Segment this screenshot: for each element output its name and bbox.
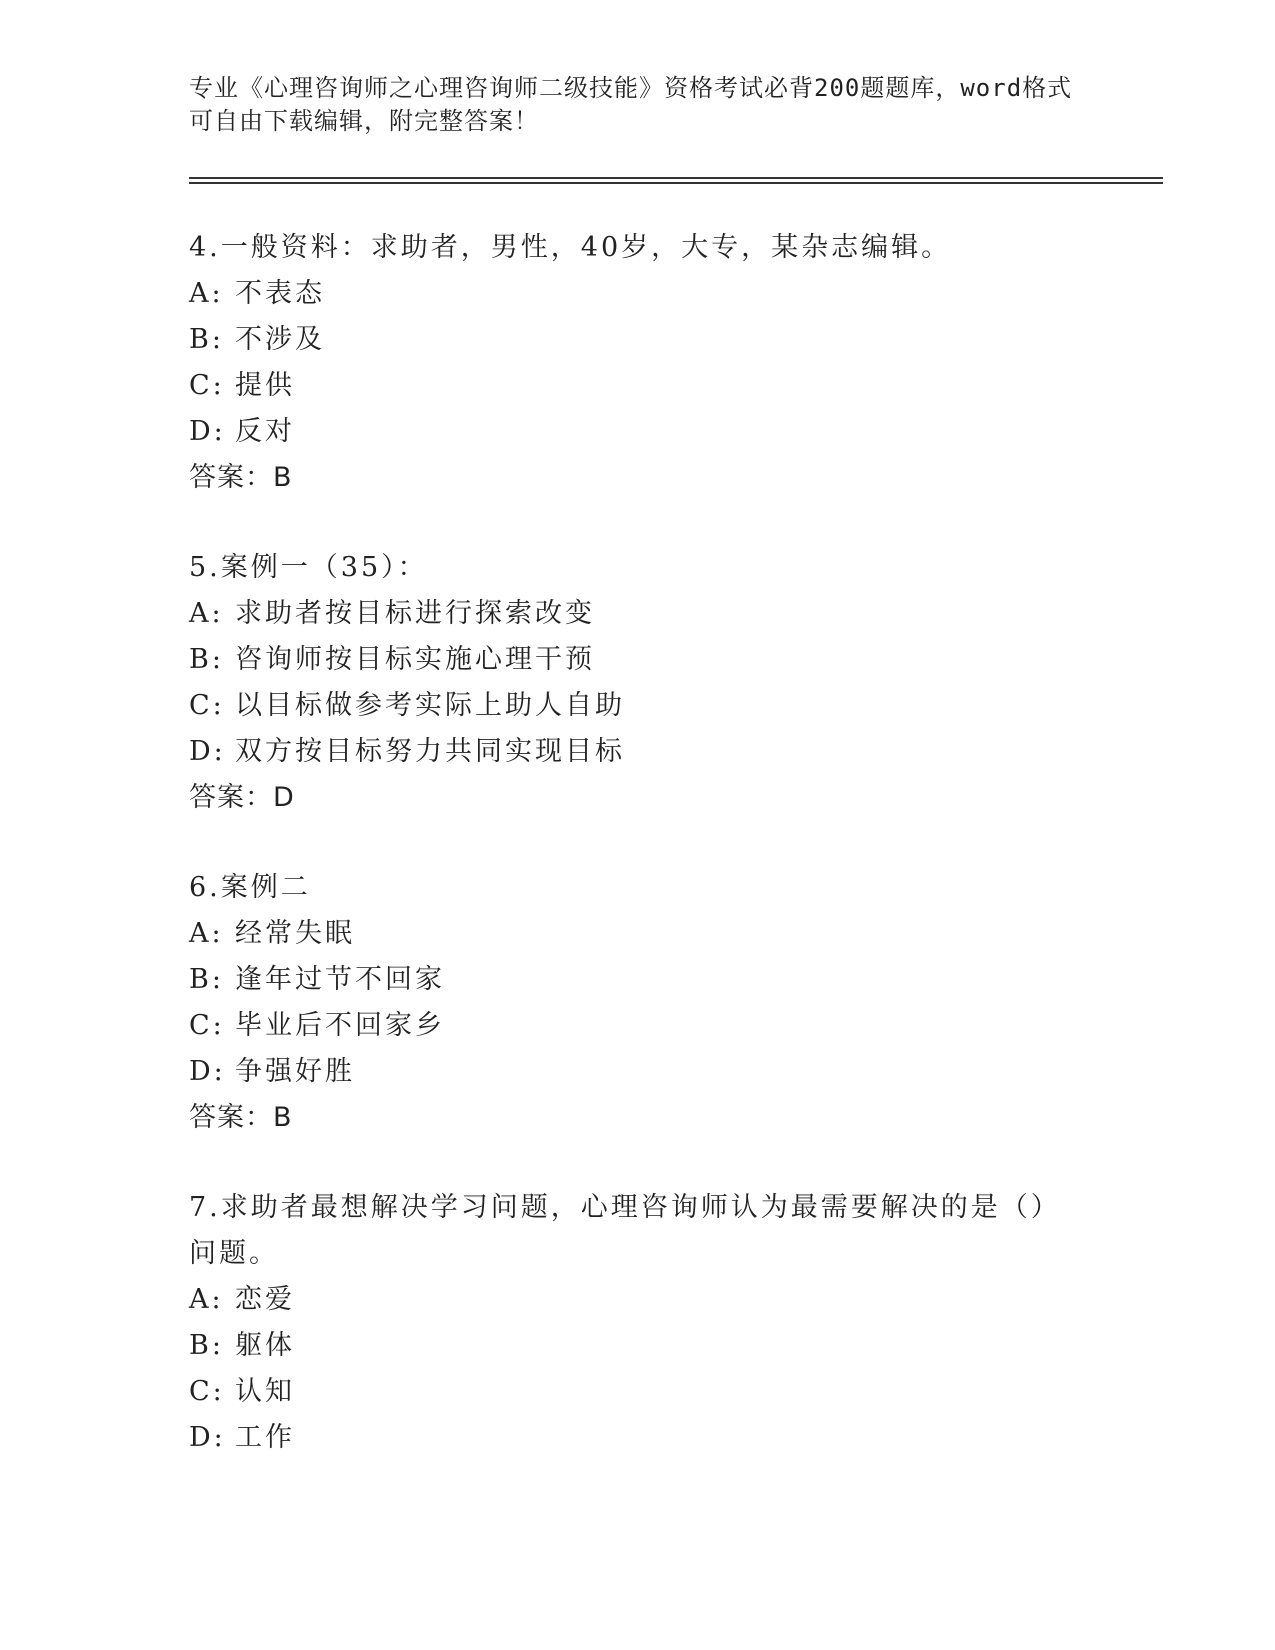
document-header xyxy=(189,72,1089,138)
question-6 xyxy=(189,865,1089,1141)
question-stem: 7.求助者最想解决学习问题，心理咨询师认为最需要解决的是（）问题。 xyxy=(189,1192,1061,1269)
option-b xyxy=(189,957,1089,1003)
header-line-2: 可自由下载编辑，附完整答案！ xyxy=(189,107,539,135)
option-letter: A: xyxy=(189,918,224,949)
option-letter: D: xyxy=(189,736,226,767)
option-text: 躯体 xyxy=(235,1330,295,1361)
option-text: 双方按目标努力共同实现目标 xyxy=(235,736,625,767)
option-text: 认知 xyxy=(235,1376,295,1407)
question-list xyxy=(189,225,1089,1505)
option-d xyxy=(189,729,1089,775)
question-7 xyxy=(189,1185,1089,1461)
question-stem: 6.案例二 xyxy=(189,872,311,903)
option-letter: C: xyxy=(189,370,225,401)
option-letter: D: xyxy=(189,1422,226,1453)
answer-label: 答案：B xyxy=(189,462,293,493)
option-text: 反对 xyxy=(235,416,295,447)
answer-label: 答案：B xyxy=(189,1102,293,1133)
option-b xyxy=(189,637,1089,683)
header-divider-top xyxy=(189,177,1163,179)
option-text: 经常失眠 xyxy=(235,918,355,949)
option-letter: A: xyxy=(189,278,224,309)
option-text: 不涉及 xyxy=(235,324,325,355)
option-d xyxy=(189,1415,1089,1461)
option-d xyxy=(189,409,1089,455)
option-a xyxy=(189,1277,1089,1323)
option-c xyxy=(189,1003,1089,1049)
header-line-1: 专业《心理咨询师之心理咨询师二级技能》资格考试必背200题题库，word格式 xyxy=(189,74,1073,102)
question-stem: 5.案例一（35）： xyxy=(189,552,428,583)
option-letter: C: xyxy=(189,1376,225,1407)
option-c xyxy=(189,1369,1089,1415)
header-divider-bottom xyxy=(189,182,1163,184)
option-a xyxy=(189,271,1089,317)
option-text: 咨询师按目标实施心理干预 xyxy=(235,644,595,675)
option-c xyxy=(189,683,1089,729)
option-letter: A: xyxy=(189,598,224,629)
option-text: 恋爱 xyxy=(235,1284,295,1315)
option-text: 提供 xyxy=(235,370,295,401)
option-text: 求助者按目标进行探索改变 xyxy=(235,598,595,629)
option-letter: C: xyxy=(189,1010,225,1041)
answer-label: 答案：D xyxy=(189,782,295,813)
option-letter: D: xyxy=(189,1056,226,1087)
option-text: 毕业后不回家乡 xyxy=(235,1010,445,1041)
option-letter: B: xyxy=(189,324,224,355)
option-text: 不表态 xyxy=(235,278,325,309)
option-letter: D: xyxy=(189,416,226,447)
option-text: 争强好胜 xyxy=(235,1056,355,1087)
option-letter: B: xyxy=(189,644,224,675)
option-letter: A: xyxy=(189,1284,224,1315)
question-4 xyxy=(189,225,1089,501)
option-a xyxy=(189,591,1089,637)
option-text: 以目标做参考实际上助人自助 xyxy=(235,690,625,721)
option-text: 工作 xyxy=(235,1422,295,1453)
option-letter: B: xyxy=(189,964,224,995)
option-letter: C: xyxy=(189,690,225,721)
question-stem: 4.一般资料：求助者，男性，40岁，大专，某杂志编辑。 xyxy=(189,232,952,263)
option-c xyxy=(189,363,1089,409)
option-b xyxy=(189,317,1089,363)
option-letter: B: xyxy=(189,1330,224,1361)
option-b xyxy=(189,1323,1089,1369)
option-text: 逢年过节不回家 xyxy=(235,964,445,995)
option-a xyxy=(189,911,1089,957)
option-d xyxy=(189,1049,1089,1095)
question-5 xyxy=(189,545,1089,821)
